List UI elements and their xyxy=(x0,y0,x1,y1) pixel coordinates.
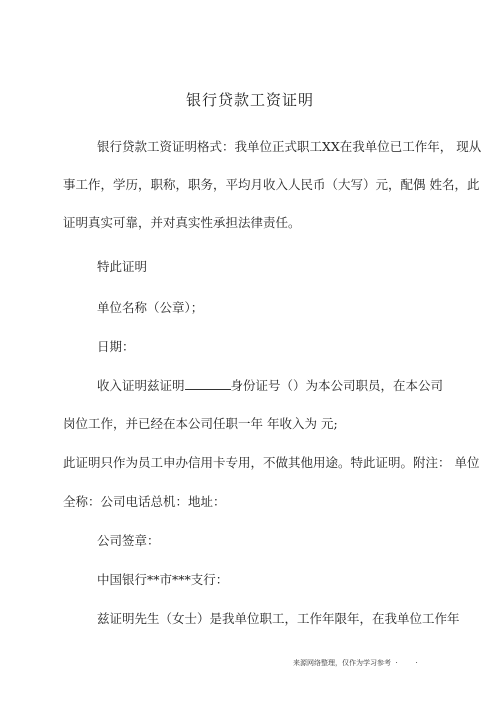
unit-name-line: 单位名称（公章）； xyxy=(97,300,204,315)
income-proof-line xyxy=(97,378,443,394)
footer-dots: · · xyxy=(393,659,418,667)
footer-text: 来源网络整理，仅作为学习参考 xyxy=(293,659,391,667)
document-title: 银行贷款工资证明 xyxy=(185,91,314,109)
footer-note xyxy=(293,658,418,668)
certify-line: 特此证明 xyxy=(97,259,148,274)
paragraph-1-line-1: 银行贷款工资证明格式：我单位正式职工XX在我单位已工作年， 现从 xyxy=(97,139,482,154)
income-proof-text-a: 收入证明兹证明 xyxy=(97,378,185,393)
income-proof-text-b: 身份证号（）为本公司职员，在本公司 xyxy=(230,378,444,393)
bank-line: 中国银行**市***支行： xyxy=(97,572,229,587)
paragraph-1-line-2: 事工作，学历，职称，职务，平均月收入人民币（大写）元，配偶 姓名，此 xyxy=(63,177,480,192)
company-seal-line: 公司签章： xyxy=(97,533,160,548)
usage-line-2: 全称：公司电话总机：地址： xyxy=(63,494,226,509)
date-line: 日期： xyxy=(97,339,135,354)
certification-line: 兹证明先生（女士）是我单位职工，工作年限年，在我单位工作年 xyxy=(97,611,460,626)
paragraph-1-line-3: 证明真实可靠，并对真实性承担法律责任。 xyxy=(63,215,301,230)
usage-line-1: 此证明只作为员工申办信用卡专用，不做其他用途。特此证明。附注： 单位 xyxy=(63,455,480,470)
name-blank xyxy=(185,378,231,390)
position-line: 岗位工作，并已经在本公司任职一年 年收入为 元; xyxy=(63,416,338,431)
